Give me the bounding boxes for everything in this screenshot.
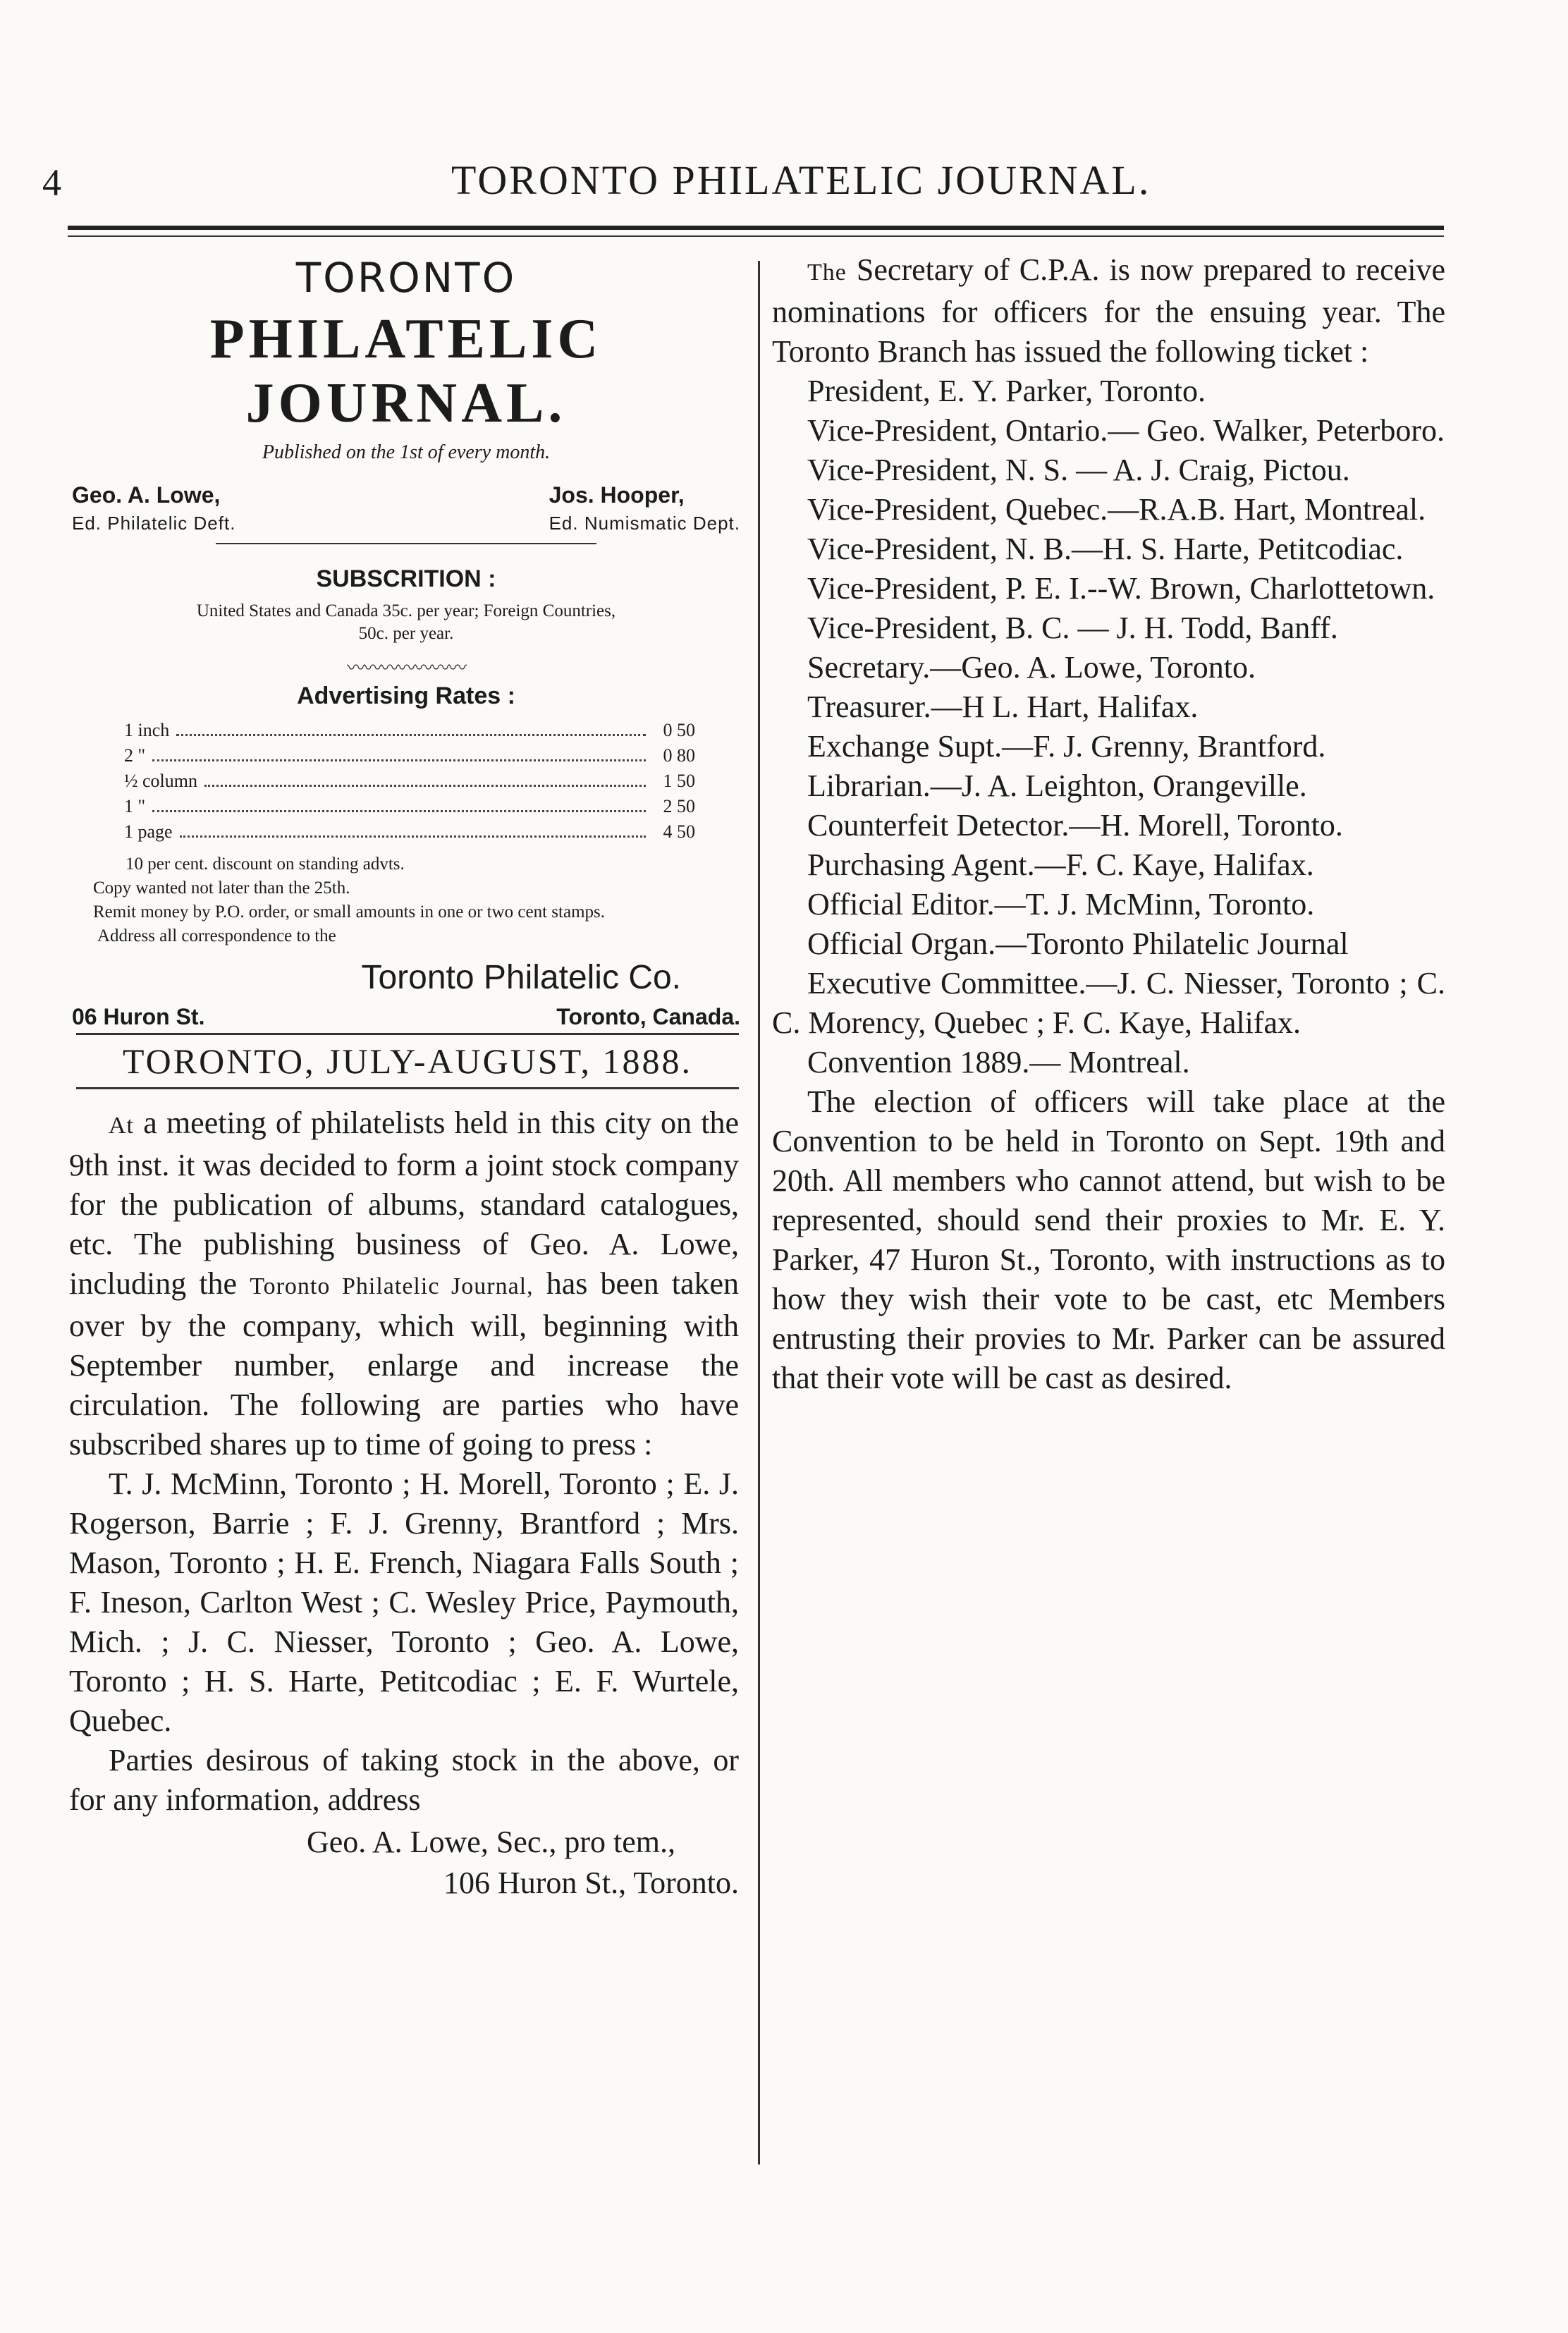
leader-dots [176, 734, 646, 736]
note-discount: 10 per cent. discount on standing advts. [125, 855, 405, 874]
wavy-ornament: 〰〰〰〰〰〰〰 [346, 658, 465, 678]
leader-dots [204, 785, 646, 787]
officer-entry: Counterfeit Detector.—H. Morell, Toronto. [807, 808, 1343, 843]
editor-numismatic [549, 482, 740, 534]
header-rule-thin [68, 235, 1444, 237]
officer-entry: Vice-President, Quebec.—R.A.B. Hart, Montreal. [807, 492, 1426, 527]
publication-frequency: Published on the 1st of every month. [262, 441, 551, 463]
masthead [68, 250, 745, 1030]
leader-dots [152, 759, 646, 761]
officer-entry: Vice-President, Ontario.— Geo. Walker, Peterboro. [807, 413, 1445, 448]
officer-entry: Secretary.—Geo. A. Lowe, Toronto. [807, 650, 1256, 685]
article-paragraph-2: T. J. McMinn, Toronto ; H. Morell, Toronto ; E. J. Rogerson, Barrie ; F. J. Grenny, Brantford ; Mrs. Mason, Toronto ; H. E. French, Niagara Falls South ; F. Ineson, Carlton West ; C. Wesley Price, Paymouth, Mich. ; J. C. Niesser, Toronto ; Geo. A. Lowe, Toronto ; H. S. Harte, Petitcodiac ; E. F. Wurtele, Quebec. [69, 1466, 739, 1738]
intro-paragraph [772, 250, 1445, 372]
officer-entry: Convention 1889.— Montreal. [807, 1045, 1190, 1079]
note-address: Address all correspondence to the [97, 926, 336, 945]
subscription-text [68, 600, 745, 645]
rate-row [124, 821, 695, 847]
officer-entry: Vice-President, N. B.—H. S. Harte, Petitcodiac. [807, 532, 1404, 566]
rate-price: 0 50 [663, 720, 695, 740]
officer-entry: Vice-President, P. E. I.--W. Brown, Charlottetown. [807, 571, 1435, 606]
right-column [772, 250, 1445, 1398]
masthead-title-line1: TORONTO [295, 254, 517, 302]
officer-entry: Treasurer.—H L. Hart, Halifax. [807, 690, 1199, 724]
officer-entry: Vice-President, B. C. — J. H. Todd, Banff. [807, 611, 1338, 645]
article-text-cont: has been taken over by the company, which will, beginning with September number, enlarge and increase the circulation. The following are parties who have subscribed shares up to time of going to press : [69, 1266, 740, 1462]
subscription-heading: SUBSCRITION : [316, 565, 496, 592]
officer-entry: Purchasing Agent.—F. C. Kaye, Halifax. [807, 847, 1314, 882]
left-article [69, 1103, 739, 1903]
rate-row [124, 796, 695, 821]
officer-entry: Official Editor.—T. J. McMinn, Toronto. [807, 887, 1315, 921]
running-title: TORONTO PHILATELIC JOURNAL. [451, 157, 1151, 203]
rates-table [124, 720, 695, 847]
article-text: a meeting of philatelists held in this city on the 9th inst. it was decided to form a joint stock company for the publication of albums, standard catalogues, etc. The publishing business of Geo. A. Lowe, including the [69, 1106, 739, 1301]
officer-entry: Exchange Supt.—F. J. Grenny, Brantford. [807, 729, 1326, 764]
page-number: 4 [42, 161, 61, 204]
notes [68, 852, 745, 948]
rate-label: 1 " [124, 796, 146, 816]
rate-row [124, 771, 695, 796]
editor-left-role: Ed. Philatelic Deft. [72, 513, 236, 534]
street-address: 06 Huron St. [72, 1004, 205, 1029]
city-address: Toronto, Canada. [556, 1004, 740, 1029]
officer-entry: President, E. Y. Parker, Toronto. [807, 374, 1206, 408]
editor-right-name: Jos. Hooper, [549, 482, 685, 508]
signature-address: 106 Huron St., Toronto. [443, 1866, 739, 1900]
header-rule-thick [68, 226, 1444, 230]
address-row [68, 1004, 745, 1030]
column-divider [758, 261, 760, 2164]
dateline: TORONTO, JULY-AUGUST, 1888. [76, 1033, 739, 1089]
article-paragraph-1 [69, 1103, 739, 1464]
advertising-heading: Advertising Rates : [297, 682, 515, 709]
officer-entry: Executive Committee.—J. C. Niesser, Toronto ; C. C. Morency, Quebec ; F. C. Kaye, Halifax. [772, 966, 1445, 1040]
note-remit: Remit money by P.O. order, or small amounts in one or two cent stamps. [93, 902, 605, 921]
note-copy: Copy wanted not later than the 25th. [93, 878, 350, 898]
masthead-divider [216, 543, 596, 544]
editors-row [68, 482, 745, 534]
subscription-line2: 50c. per year. [358, 624, 454, 643]
intro-word: The [807, 259, 847, 286]
rate-label: 1 inch [124, 720, 170, 740]
masthead-title-line2: PHILATELIC JOURNAL. [209, 308, 603, 434]
rate-label: 2 " [124, 745, 146, 766]
leader-dots [180, 835, 646, 838]
journal-name: Toronto Philatelic Journal, [250, 1273, 534, 1299]
intro-text: Secretary of C.P.A. is now prepared to receive nominations for officers for the ensuing year. The Toronto Branch has issued the following ticket : [772, 252, 1445, 369]
officer-entry: Librarian.—J. A. Leighton, Orangeville. [807, 769, 1307, 803]
editor-philatelic [72, 482, 235, 534]
signature-name: Geo. A. Lowe, Sec., pro tem., [307, 1825, 675, 1859]
editor-left-name: Geo. A. Lowe, [72, 482, 221, 508]
company-name: Toronto Philatelic Co. [361, 959, 681, 996]
rate-price: 1 50 [663, 771, 695, 791]
rate-price: 4 50 [663, 821, 695, 842]
rate-row [124, 720, 695, 745]
leader-dots [152, 810, 646, 812]
subscription-line1: United States and Canada 35c. per year; Foreign Countries, [196, 601, 616, 620]
officer-entry: Official Organ.—Toronto Philatelic Journal [807, 926, 1349, 961]
editor-right-role: Ed. Numismatic Dept. [549, 513, 740, 534]
article-paragraph-3: Parties desirous of taking stock in the above, or for any information, address [69, 1743, 739, 1817]
closing-paragraph: The election of officers will take place at the Convention to be held in Toronto on Sept. 19th and 20th. All members who cannot attend, but wish to be represented, should send their proxies to Mr. E. Y. Parker, 47 Huron St., Toronto, with instructions as to how they wish their vote to be cast, etc Members entrusting their provies to Mr. Parker can be assured that their vote will be cast as desired. [772, 1084, 1445, 1395]
rate-label: 1 page [124, 821, 173, 842]
rate-price: 2 50 [663, 796, 695, 816]
officer-entry: Vice-President, N. S. — A. J. Craig, Pictou. [807, 453, 1350, 487]
drop-word: At [109, 1113, 134, 1139]
rate-label: ½ column [124, 771, 197, 791]
rate-row [124, 745, 695, 771]
rate-price: 0 80 [663, 745, 695, 766]
